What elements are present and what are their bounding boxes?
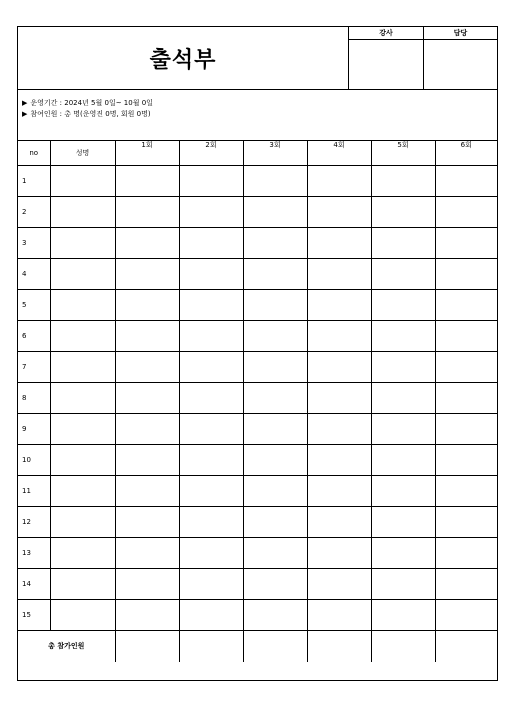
column-header-session: 5회 bbox=[371, 141, 435, 165]
attendance-cell bbox=[179, 475, 243, 506]
attendance-cell bbox=[435, 568, 497, 599]
total-cell bbox=[179, 630, 243, 662]
attendance-cell bbox=[179, 227, 243, 258]
row-number: 13 bbox=[18, 537, 50, 568]
column-header-no: no bbox=[18, 141, 50, 165]
attendance-cell bbox=[371, 599, 435, 630]
name-cell bbox=[50, 475, 115, 506]
column-header-session: 2회 bbox=[179, 141, 243, 165]
name-cell bbox=[50, 289, 115, 320]
attendance-cell bbox=[435, 537, 497, 568]
table-row bbox=[18, 258, 497, 289]
attendance-cell bbox=[115, 568, 179, 599]
attendance-cell bbox=[179, 351, 243, 382]
attendance-cell bbox=[179, 165, 243, 196]
total-cell bbox=[435, 630, 497, 662]
table-row bbox=[18, 351, 497, 382]
attendance-cell bbox=[435, 475, 497, 506]
column-header-name: 성명 bbox=[50, 141, 115, 165]
attendance-cell bbox=[307, 444, 371, 475]
attendance-cell bbox=[307, 258, 371, 289]
row-number: 15 bbox=[18, 599, 50, 630]
attendance-cell bbox=[179, 196, 243, 227]
row-number: 5 bbox=[18, 289, 50, 320]
total-participants-label: 총 참가인원 bbox=[18, 630, 115, 662]
name-cell bbox=[50, 444, 115, 475]
info-period-line bbox=[22, 98, 497, 109]
attendance-cell bbox=[307, 537, 371, 568]
attendance-cell bbox=[371, 568, 435, 599]
name-cell bbox=[50, 506, 115, 537]
attendance-cell bbox=[435, 258, 497, 289]
row-number: 4 bbox=[18, 258, 50, 289]
attendance-cell bbox=[371, 258, 435, 289]
info-participants: 참여인원 : 총 명(운영진 0명, 회원 0명) bbox=[30, 110, 151, 118]
info-participants-line bbox=[22, 109, 497, 120]
attendance-cell bbox=[435, 165, 497, 196]
row-number: 12 bbox=[18, 506, 50, 537]
attendance-cell bbox=[115, 227, 179, 258]
attendance-cell bbox=[115, 320, 179, 351]
attendance-cell bbox=[307, 165, 371, 196]
attendance-cell bbox=[115, 506, 179, 537]
attendance-cell bbox=[307, 320, 371, 351]
row-number: 7 bbox=[18, 351, 50, 382]
attendance-cell bbox=[179, 444, 243, 475]
attendance-cell bbox=[435, 289, 497, 320]
attendance-cell bbox=[371, 320, 435, 351]
column-header-session: 6회 bbox=[435, 141, 497, 165]
attendance-cell bbox=[371, 382, 435, 413]
attendance-cell bbox=[307, 599, 371, 630]
attendance-cell bbox=[243, 196, 307, 227]
attendance-cell bbox=[243, 289, 307, 320]
column-header-session: 4회 bbox=[307, 141, 371, 165]
name-cell bbox=[50, 320, 115, 351]
total-row bbox=[18, 630, 497, 662]
attendance-cell bbox=[243, 475, 307, 506]
attendance-cell bbox=[115, 258, 179, 289]
table-row bbox=[18, 475, 497, 506]
attendance-cell bbox=[371, 413, 435, 444]
attendance-cell bbox=[371, 444, 435, 475]
attendance-cell bbox=[115, 413, 179, 444]
attendance-cell bbox=[435, 506, 497, 537]
table-header-row bbox=[18, 141, 497, 165]
name-cell bbox=[50, 599, 115, 630]
table-row bbox=[18, 289, 497, 320]
info-section bbox=[18, 89, 497, 141]
table-row bbox=[18, 444, 497, 475]
attendance-cell bbox=[435, 351, 497, 382]
attendance-cell bbox=[243, 537, 307, 568]
approval-label: 강사 bbox=[349, 27, 423, 40]
table-row bbox=[18, 537, 497, 568]
attendance-cell bbox=[243, 506, 307, 537]
table-body bbox=[18, 165, 497, 662]
attendance-cell bbox=[371, 475, 435, 506]
attendance-cell bbox=[179, 258, 243, 289]
attendance-cell bbox=[179, 568, 243, 599]
triangle-bullet-icon: ▶ bbox=[22, 99, 28, 107]
table-row bbox=[18, 568, 497, 599]
table-row bbox=[18, 599, 497, 630]
name-cell bbox=[50, 196, 115, 227]
approval-box-manager bbox=[423, 27, 497, 89]
total-cell bbox=[115, 630, 179, 662]
table-row bbox=[18, 165, 497, 196]
attendance-cell bbox=[179, 537, 243, 568]
row-number: 1 bbox=[18, 165, 50, 196]
attendance-cell bbox=[115, 165, 179, 196]
attendance-cell bbox=[115, 444, 179, 475]
total-cell bbox=[307, 630, 371, 662]
row-number: 10 bbox=[18, 444, 50, 475]
attendance-cell bbox=[307, 196, 371, 227]
attendance-cell bbox=[435, 382, 497, 413]
name-cell bbox=[50, 258, 115, 289]
attendance-cell bbox=[243, 165, 307, 196]
triangle-bullet-icon: ▶ bbox=[22, 110, 28, 118]
attendance-cell bbox=[179, 413, 243, 444]
total-cell bbox=[243, 630, 307, 662]
attendance-cell bbox=[115, 537, 179, 568]
row-number: 6 bbox=[18, 320, 50, 351]
attendance-cell bbox=[243, 320, 307, 351]
document-title: 출석부 bbox=[149, 47, 217, 73]
attendance-cell bbox=[243, 413, 307, 444]
name-cell bbox=[50, 568, 115, 599]
attendance-cell bbox=[115, 196, 179, 227]
attendance-cell bbox=[371, 506, 435, 537]
row-number: 11 bbox=[18, 475, 50, 506]
row-number: 2 bbox=[18, 196, 50, 227]
name-cell bbox=[50, 227, 115, 258]
info-period: 운영기간 : 2024년 5월 0일~ 10월 0일 bbox=[30, 99, 153, 107]
attendance-cell bbox=[371, 196, 435, 227]
attendance-cell bbox=[435, 196, 497, 227]
row-number: 9 bbox=[18, 413, 50, 444]
name-cell bbox=[50, 351, 115, 382]
attendance-cell bbox=[435, 444, 497, 475]
attendance-cell bbox=[371, 227, 435, 258]
attendance-cell bbox=[243, 444, 307, 475]
attendance-cell bbox=[435, 599, 497, 630]
table-row bbox=[18, 506, 497, 537]
table-row bbox=[18, 227, 497, 258]
attendance-cell bbox=[307, 568, 371, 599]
row-number: 14 bbox=[18, 568, 50, 599]
name-cell bbox=[50, 165, 115, 196]
attendance-sheet bbox=[17, 26, 498, 681]
attendance-cell bbox=[307, 382, 371, 413]
column-header-session: 3회 bbox=[243, 141, 307, 165]
attendance-cell bbox=[435, 320, 497, 351]
attendance-cell bbox=[115, 382, 179, 413]
attendance-cell bbox=[179, 382, 243, 413]
attendance-cell bbox=[115, 289, 179, 320]
total-cell bbox=[371, 630, 435, 662]
name-cell bbox=[50, 413, 115, 444]
attendance-cell bbox=[115, 351, 179, 382]
attendance-cell bbox=[307, 506, 371, 537]
table-row bbox=[18, 413, 497, 444]
sheet-header bbox=[18, 27, 497, 90]
attendance-cell bbox=[243, 227, 307, 258]
attendance-cell bbox=[179, 289, 243, 320]
attendance-cell bbox=[371, 537, 435, 568]
attendance-cell bbox=[307, 413, 371, 444]
name-cell bbox=[50, 537, 115, 568]
attendance-cell bbox=[243, 568, 307, 599]
attendance-table bbox=[18, 141, 497, 662]
attendance-cell bbox=[435, 413, 497, 444]
attendance-cell bbox=[243, 351, 307, 382]
table-row bbox=[18, 196, 497, 227]
attendance-cell bbox=[243, 382, 307, 413]
table-row bbox=[18, 320, 497, 351]
name-cell bbox=[50, 382, 115, 413]
approval-label: 담당 bbox=[424, 27, 497, 40]
attendance-cell bbox=[371, 351, 435, 382]
attendance-cell bbox=[115, 599, 179, 630]
attendance-cell bbox=[371, 165, 435, 196]
row-number: 3 bbox=[18, 227, 50, 258]
column-header-session: 1회 bbox=[115, 141, 179, 165]
attendance-cell bbox=[307, 475, 371, 506]
attendance-cell bbox=[115, 475, 179, 506]
attendance-cell bbox=[307, 351, 371, 382]
attendance-cell bbox=[179, 320, 243, 351]
attendance-cell bbox=[435, 227, 497, 258]
attendance-cell bbox=[243, 258, 307, 289]
attendance-cell bbox=[243, 599, 307, 630]
attendance-cell bbox=[307, 227, 371, 258]
table-row bbox=[18, 382, 497, 413]
row-number: 8 bbox=[18, 382, 50, 413]
approval-box-instructor bbox=[348, 27, 423, 89]
attendance-cell bbox=[179, 506, 243, 537]
attendance-cell bbox=[179, 599, 243, 630]
attendance-cell bbox=[371, 289, 435, 320]
attendance-cell bbox=[307, 289, 371, 320]
